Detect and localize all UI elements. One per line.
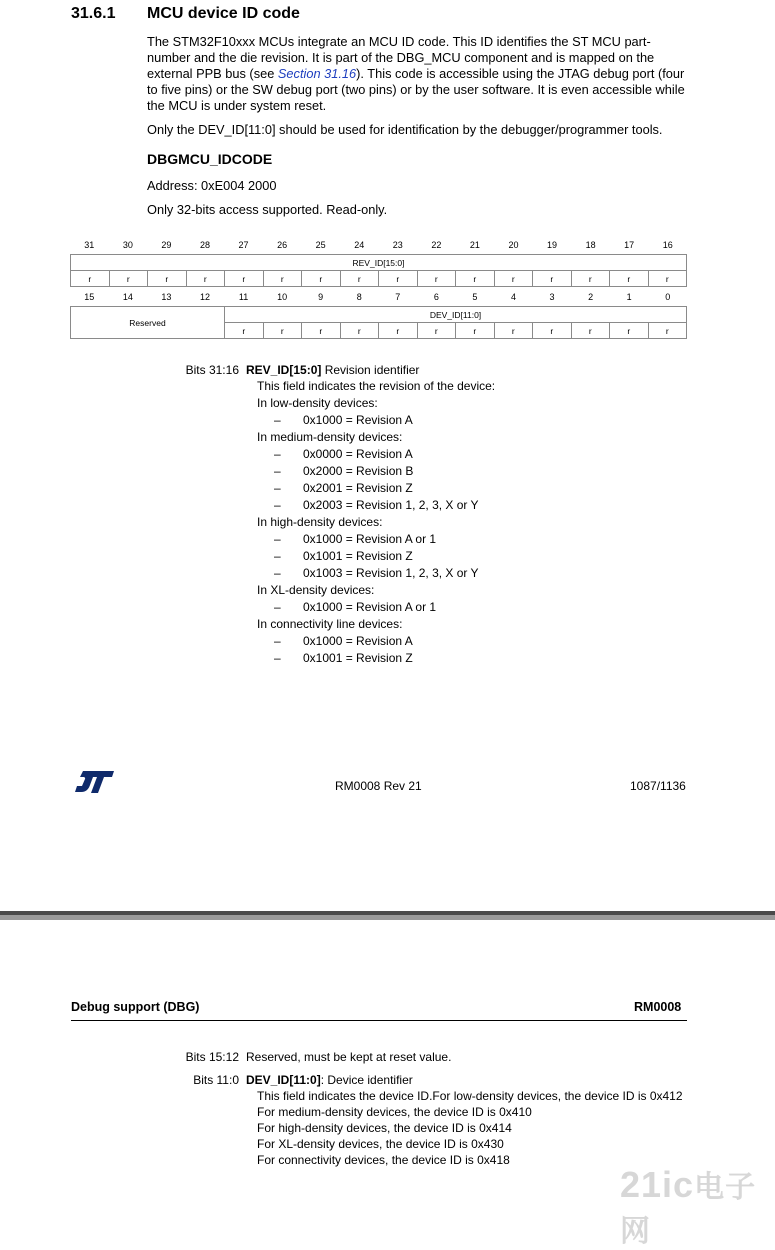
st-logo-icon (74, 770, 116, 794)
lower-access-3: r (340, 323, 379, 339)
line-text: 0x1000 = Revision A or 1 (303, 532, 437, 546)
watermark (620, 1162, 775, 1250)
list-dash: – (274, 566, 281, 580)
dev-id-field: DEV_ID[11:0] (225, 307, 687, 323)
lower-bit-15: 15 (84, 292, 95, 302)
revision-list-item (257, 446, 495, 463)
list-dash: – (274, 532, 281, 546)
upper-bit-19: 19 (547, 240, 558, 250)
line-text: 0x2001 = Revision Z (303, 481, 413, 495)
line-text: 0x1000 = Revision A (303, 413, 413, 427)
register-upper-table (70, 254, 687, 287)
dev-id-heading (246, 1073, 413, 1087)
revision-text-line (257, 616, 495, 633)
line-text: In XL-density devices: (257, 583, 375, 597)
upper-access-7: r (340, 271, 379, 287)
rev-id-name: REV_ID[15:0] (246, 363, 322, 377)
device-id-line: For XL-density devices, the device ID is 0x430 (257, 1137, 504, 1151)
revision-text-line (257, 582, 495, 599)
lower-bit-7: 7 (395, 292, 401, 302)
dev-id-desc: : Device identifier (320, 1073, 413, 1087)
header-rule (71, 1020, 687, 1021)
section-link[interactable]: Section 31.16 (277, 66, 357, 81)
upper-bit-23: 23 (392, 240, 403, 250)
revision-list-item (257, 463, 495, 480)
upper-access-5: r (263, 271, 302, 287)
line-text: 0x1003 = Revision 1, 2, 3, X or Y (303, 566, 479, 580)
lower-access-7: r (494, 323, 533, 339)
rev-id-field: REV_ID[15:0] (71, 255, 687, 271)
lower-bit-6: 6 (433, 292, 439, 302)
upper-access-0: r (71, 271, 110, 287)
upper-bit-16: 16 (662, 240, 673, 250)
upper-bit-31: 31 (84, 240, 95, 250)
intro-paragraph (147, 34, 692, 114)
lower-bit-13: 13 (161, 292, 172, 302)
upper-access-3: r (186, 271, 225, 287)
upper-access-4: r (225, 271, 264, 287)
revision-list-item (257, 599, 495, 616)
list-dash: – (274, 651, 281, 665)
lower-access-6: r (456, 323, 495, 339)
upper-access-6: r (302, 271, 341, 287)
lower-access-1: r (263, 323, 302, 339)
list-dash: – (274, 447, 281, 461)
upper-access-8: r (379, 271, 418, 287)
intro-text-a: The STM32F10xxx MCUs integrate an MCU ID code. This ID identifies the ST MCU part-number and the die revision. It is part of the DBG_MCU component and is mapped on the external PPB bus (see (147, 34, 655, 81)
lower-bit-1: 1 (626, 292, 632, 302)
watermark-sub: 电子网 (620, 1171, 757, 1248)
lower-bit-3: 3 (549, 292, 555, 302)
upper-bit-17: 17 (624, 240, 635, 250)
upper-access-9: r (417, 271, 456, 287)
reserved-field: Reserved (71, 307, 225, 339)
lower-bit-8: 8 (356, 292, 362, 302)
rev-id-desc: Revision identifier (321, 363, 420, 377)
lower-bit-12: 12 (199, 292, 210, 302)
revision-list-item (257, 548, 495, 565)
lower-access-4: r (379, 323, 418, 339)
lower-access-10: r (610, 323, 649, 339)
revision-list-item (257, 633, 495, 650)
lower-bit-4: 4 (510, 292, 516, 302)
upper-access-13: r (571, 271, 610, 287)
line-text: 0x0000 = Revision A (303, 447, 413, 461)
watermark-main: 21ic (620, 1164, 695, 1205)
lower-access-8: r (533, 323, 572, 339)
dev-id-name: DEV_ID[11:0] (246, 1073, 321, 1087)
upper-access-11: r (494, 271, 533, 287)
page-separator-light (0, 915, 775, 920)
lower-bit-numbers (70, 292, 687, 302)
lower-access-0: r (225, 323, 264, 339)
lower-access-5: r (417, 323, 456, 339)
lower-access-11: r (648, 323, 687, 339)
upper-bit-22: 22 (431, 240, 442, 250)
page-header-doc: RM0008 (634, 1000, 682, 1014)
list-dash: – (274, 600, 281, 614)
line-text: 0x1001 = Revision Z (303, 549, 413, 563)
upper-bit-20: 20 (508, 240, 519, 250)
section-number: 31.6.1 (71, 5, 116, 22)
list-dash: – (274, 634, 281, 648)
lower-bit-2: 2 (588, 292, 594, 302)
line-text: In low-density devices: (257, 396, 378, 410)
revision-list-item (257, 531, 495, 548)
line-text: In medium-density devices: (257, 430, 403, 444)
line-text: This field indicates the revision of the device: (257, 379, 496, 393)
upper-bit-21: 21 (469, 240, 480, 250)
revision-list-item (257, 650, 495, 667)
footer-page-number: 1087/1136 (630, 779, 686, 793)
rev-id-description (257, 378, 495, 667)
revision-list-item (257, 565, 495, 582)
upper-bit-30: 30 (122, 240, 133, 250)
upper-bit-24: 24 (354, 240, 365, 250)
line-text: 0x2003 = Revision 1, 2, 3, X or Y (303, 498, 479, 512)
revision-text-line (257, 378, 495, 395)
lower-bit-11: 11 (238, 292, 249, 302)
revision-text-line (257, 395, 495, 412)
device-id-line: For medium-density devices, the device ID is 0x410 (257, 1105, 532, 1119)
footer-doc-rev: RM0008 Rev 21 (335, 779, 422, 793)
line-text: 0x2000 = Revision B (303, 464, 414, 478)
upper-bit-26: 26 (277, 240, 288, 250)
page-header-title: Debug support (DBG) (71, 1000, 200, 1014)
upper-access-2: r (148, 271, 187, 287)
upper-access-1: r (109, 271, 148, 287)
upper-bit-18: 18 (585, 240, 596, 250)
list-dash: – (274, 464, 281, 478)
lower-bit-0: 0 (665, 292, 671, 302)
st-logo (74, 770, 116, 799)
revision-text-line (257, 514, 495, 531)
dev-id-bits-label: Bits 11:0 (193, 1073, 239, 1087)
lower-bit-14: 14 (122, 292, 133, 302)
revision-list-item (257, 412, 495, 429)
register-lower-table (70, 306, 687, 339)
reserved-bits-label: Bits 15:12 (185, 1050, 239, 1064)
upper-access-15: r (648, 271, 687, 287)
upper-bit-27: 27 (238, 240, 249, 250)
device-id-line: This field indicates the device ID.For low-density devices, the device ID is 0x412 (257, 1089, 683, 1103)
device-id-line: For high-density devices, the device ID is 0x414 (257, 1121, 512, 1135)
upper-access-14: r (610, 271, 649, 287)
upper-access-10: r (456, 271, 495, 287)
device-id-line: For connectivity devices, the device ID is 0x418 (257, 1153, 510, 1167)
register-access: Only 32-bits access supported. Read-only. (147, 202, 388, 217)
revision-list-item (257, 497, 495, 514)
line-text: 0x1000 = Revision A or 1 (303, 600, 437, 614)
list-dash: – (274, 413, 281, 427)
line-text: In high-density devices: (257, 515, 383, 529)
intro-text-b: ). This code is accessible using the JTAG debug port (four to five pins) or the SW debug port (two pins) or by the user software. It is even accessible while the MCU is under system reset. (147, 66, 685, 113)
line-text: 0x1001 = Revision Z (303, 651, 413, 665)
rev-id-heading (246, 363, 419, 377)
revision-list-item (257, 480, 495, 497)
section-title: MCU device ID code (147, 5, 300, 22)
identification-note: Only the DEV_ID[11:0] should be used for identification by the debugger/programmer tools. (147, 122, 663, 137)
rev-id-bits-label: Bits 31:16 (185, 363, 239, 377)
lower-bit-5: 5 (472, 292, 478, 302)
lower-access-2: r (302, 323, 341, 339)
dev-id-description (257, 1088, 683, 1168)
revision-text-line (257, 429, 495, 446)
upper-bit-numbers (70, 240, 687, 250)
lower-access-9: r (571, 323, 610, 339)
list-dash: – (274, 498, 281, 512)
reserved-bits-text: Reserved, must be kept at reset value. (246, 1050, 452, 1064)
lower-bit-9: 9 (318, 292, 324, 302)
upper-access-12: r (533, 271, 572, 287)
upper-access-row (71, 271, 687, 287)
line-text: In connectivity line devices: (257, 617, 403, 631)
line-text: 0x1000 = Revision A (303, 634, 413, 648)
lower-bit-10: 10 (277, 292, 288, 302)
register-name: DBGMCU_IDCODE (147, 151, 273, 167)
list-dash: – (274, 481, 281, 495)
upper-bit-25: 25 (315, 240, 326, 250)
upper-bit-28: 28 (199, 240, 210, 250)
list-dash: – (274, 549, 281, 563)
register-address: Address: 0xE004 2000 (147, 178, 277, 193)
upper-bit-29: 29 (161, 240, 172, 250)
